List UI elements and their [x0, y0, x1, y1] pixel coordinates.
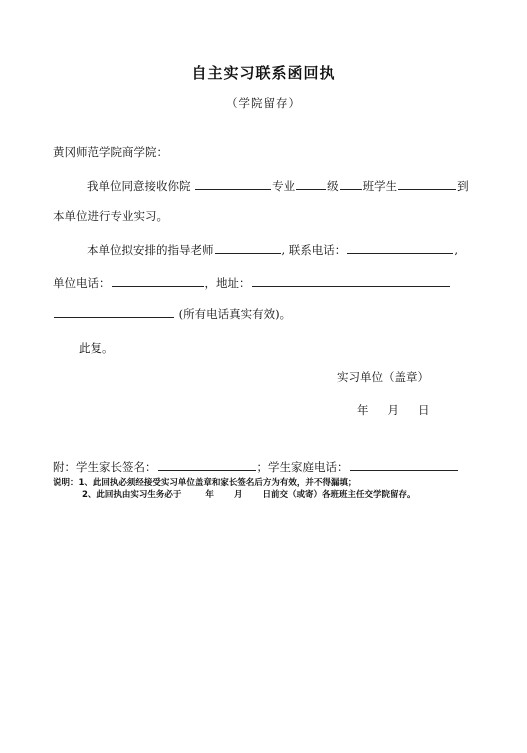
- advisor-comma: ,: [454, 243, 458, 257]
- address-label: ，地址：: [204, 276, 251, 290]
- accept-text: 我单位同意接收你院: [87, 179, 191, 193]
- unit-phone-label: 单位电话：: [53, 276, 111, 290]
- parent-sign-label: 附：学生家长签名：: [53, 460, 157, 474]
- major-blank[interactable]: [195, 176, 271, 190]
- advisor-label: 本单位拟安排的指导老师: [87, 243, 214, 257]
- page-title: 自主实习联系函回执: [191, 64, 336, 82]
- paragraph-address-cont: [53, 304, 493, 322]
- sig-month: 月: [387, 403, 399, 417]
- note2-a: 2、此回执由实习生务必于: [82, 490, 182, 500]
- grade-label: 级: [327, 179, 339, 193]
- note2-b: 日前交（或寄）各班班主任交学院留存。: [262, 490, 416, 500]
- parent-sign-blank[interactable]: [158, 457, 256, 471]
- class-blank[interactable]: [340, 176, 362, 190]
- note-line-1: 说明：1、此回执必须经接受实习单位盖章和家长签名后方为有效，并不得漏填；: [53, 478, 357, 488]
- unit-phone-blank[interactable]: [112, 273, 204, 287]
- advisor-phone-label: , 联系电话：: [281, 243, 347, 257]
- home-phone-label: ；学生家庭电话：: [256, 460, 349, 474]
- major-label: 专业: [272, 179, 296, 193]
- advisor-blank[interactable]: [215, 240, 281, 254]
- signature-unit: 实习单位（盖章）: [337, 370, 429, 384]
- paragraph-unit-phone: [53, 273, 493, 291]
- student-name-blank[interactable]: [398, 176, 456, 190]
- to-label: 到: [457, 179, 469, 193]
- home-phone-blank[interactable]: [350, 457, 458, 471]
- note2-month: 月: [233, 490, 243, 500]
- address-blank-cont[interactable]: [54, 304, 174, 318]
- advisor-phone-blank[interactable]: [347, 240, 453, 254]
- paragraph-accept-cont: 本单位进行专业实习。: [53, 209, 168, 223]
- address-blank[interactable]: [252, 273, 450, 287]
- paragraph-accept: [53, 176, 527, 194]
- sig-year: 年: [357, 403, 369, 417]
- student-label: 班学生: [362, 179, 398, 193]
- grade-blank[interactable]: [296, 176, 326, 190]
- paragraph-advisor: [53, 240, 527, 258]
- attachment-line: [53, 457, 493, 475]
- reply-text: 此复。: [79, 341, 114, 355]
- signature-date: [357, 402, 430, 418]
- salutation: 黄冈师范学院商学院：: [53, 145, 168, 159]
- note-line-2: [82, 488, 415, 500]
- page-subtitle: （学院留存）: [226, 96, 301, 110]
- phone-valid-note: (所有电话真实有效)。: [178, 307, 292, 321]
- note2-year: 年: [205, 490, 214, 500]
- sig-day: 日: [418, 403, 430, 417]
